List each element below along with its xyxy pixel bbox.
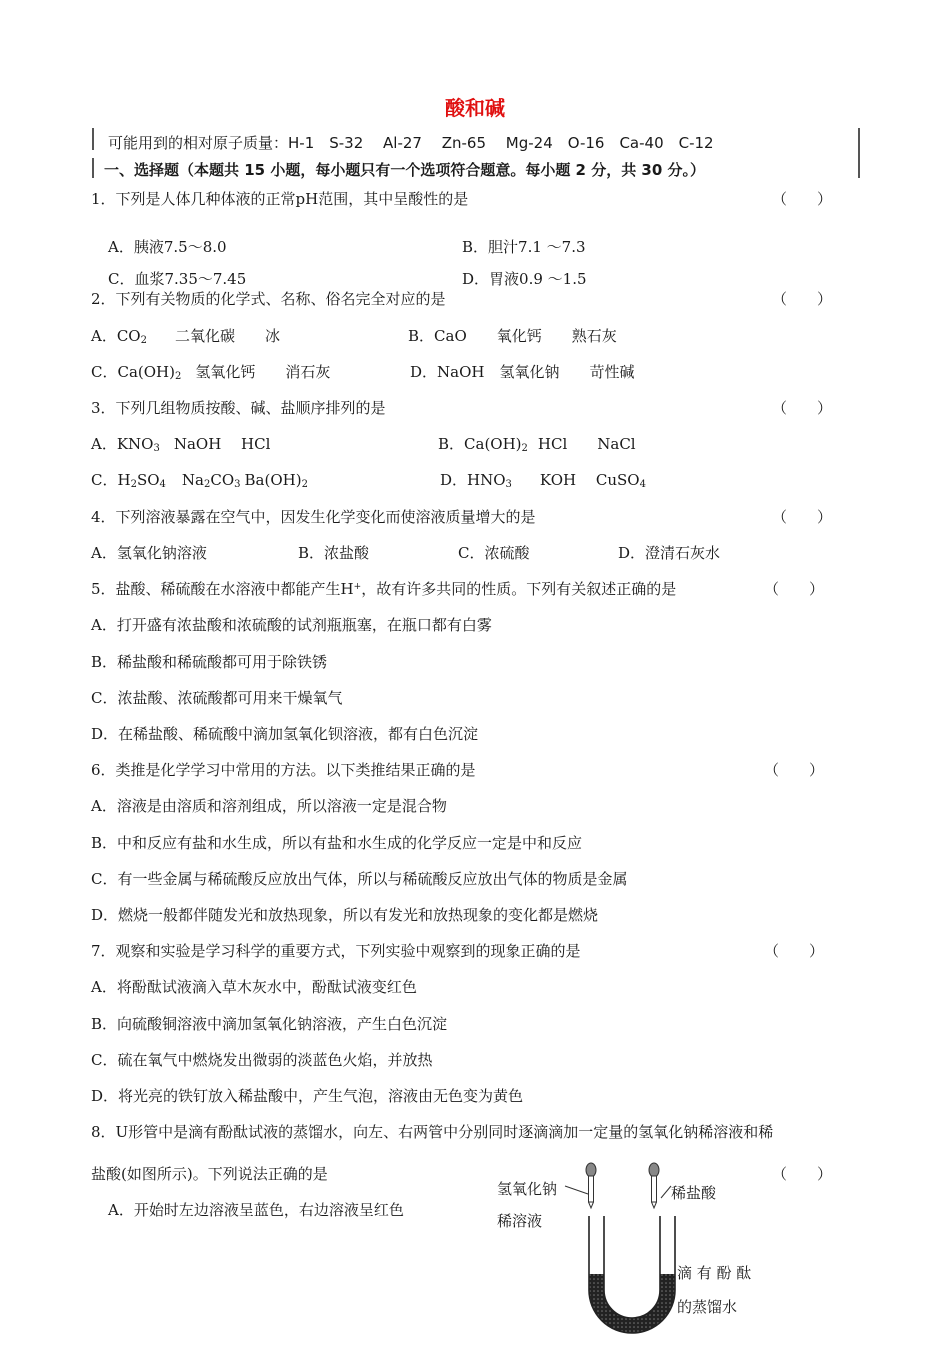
q2-stem: 2．下列有关物质的化学式、名称、俗名完全对应的是 xyxy=(91,290,446,308)
q3-b-1: B．Ca(OH) xyxy=(438,435,522,453)
q3-c-4-sub: 3 xyxy=(234,479,241,490)
q3-c-2-sub: 4 xyxy=(159,479,166,490)
section-bar xyxy=(92,158,94,178)
q4-option-a: A．氢氧化钠溶液 xyxy=(91,544,207,562)
q7-option-c: C．硫在氧气中燃烧发出微弱的淡蓝色火焰，并放热 xyxy=(91,1051,433,1069)
liquid-fill xyxy=(589,1274,675,1333)
q5-stem-1: 5．盐酸、稀硫酸在水溶液中都能产生H xyxy=(91,580,354,598)
q6-option-c: C．有一些金属与稀硫酸反应放出气体，所以与稀硫酸反应放出气体的物质是金属 xyxy=(91,870,628,888)
section-heading: 一、选择题（本题共 15 小题，每小题只有一个选项符合题意。每小题 2 分，共 30 分。） xyxy=(104,161,706,179)
q7-option-b: B．向硫酸铜溶液中滴加氢氧化钠溶液，产生白色沉淀 xyxy=(91,1015,448,1033)
margin-bar-left xyxy=(92,128,94,150)
right-leader-line xyxy=(661,1186,671,1198)
q5-stem-sup: + xyxy=(353,582,362,592)
q6-option-d: D．燃烧一般都伴随发光和放热现象，所以有发光和放热现象的变化都是燃烧 xyxy=(91,906,599,924)
q8-stem-line1: 8．U形管中是滴有酚酞试液的蒸馏水，向左、右两管中分别同时逐滴滴加一定量的氢氧化钠稀溶液和稀 xyxy=(91,1123,774,1141)
q6-option-a: A．溶液是由溶质和溶剂组成，所以溶液一定是混合物 xyxy=(91,797,447,815)
q3-stem: 3．下列几组物质按酸、碱、盐顺序排列的是 xyxy=(91,399,386,417)
q2-a-rest: 二氧化碳 冰 xyxy=(174,327,280,345)
right-dropper-tube xyxy=(652,1176,657,1202)
right-dropper-tip xyxy=(652,1202,657,1208)
q3-d-1-sub: 3 xyxy=(505,479,512,490)
q3-c-2: SO xyxy=(136,471,160,489)
q4-option-d: D．澄清石灰水 xyxy=(618,544,721,562)
q7-option-d: D．将光亮的铁钉放入稀盐酸中，产生气泡，溶液由无色变为黄色 xyxy=(91,1087,524,1105)
label-dilute-hcl: 稀盐酸 xyxy=(671,1184,717,1202)
q5-option-c: C．浓盐酸、浓硫酸都可用来干燥氧气 xyxy=(91,689,343,707)
left-dropper-tip xyxy=(589,1202,594,1208)
q5-option-a: A．打开盛有浓盐酸和浓硫酸的试剂瓶瓶塞，在瓶口都有白雾 xyxy=(91,616,492,634)
q1-answer-paren: （ ） xyxy=(772,190,833,208)
q4-option-c: C．浓硫酸 xyxy=(458,544,530,562)
q2-c-sub: 2 xyxy=(174,371,182,382)
u-tube-inner xyxy=(604,1216,660,1318)
q3-c-3-sub: 2 xyxy=(203,479,211,490)
q3-c-3: Na xyxy=(181,471,204,489)
label-phenolphthalein: 滴 有 酚 酞 xyxy=(677,1264,752,1282)
q3-b-1-sub: 2 xyxy=(521,443,528,454)
q4-option-b: B．浓盐酸 xyxy=(298,544,370,562)
left-leader-line xyxy=(565,1186,588,1194)
q3-d-2-sub: 4 xyxy=(639,479,646,490)
q3-b-2: HCl NaCl xyxy=(537,435,636,453)
q4-stem: 4．下列溶液暴露在空气中，因发生化学变化而使溶液质量增大的是 xyxy=(91,508,536,526)
page-title: 酸和碱 xyxy=(445,96,505,120)
q3-option-d xyxy=(440,469,646,490)
q5-option-b: B．稀盐酸和稀硫酸都可用于除铁锈 xyxy=(91,653,328,671)
q7-stem: 7．观察和实验是学习科学的重要方式，下列实验中观察到的现象正确的是 xyxy=(91,942,581,960)
q5-option-d: D．在稀盐酸、稀硫酸中滴加氢氧化钡溶液，都有白色沉淀 xyxy=(91,725,479,743)
q2-a-sub: 2 xyxy=(140,335,147,346)
q2-c-formula: C．Ca(OH) xyxy=(91,363,175,381)
q3-a-1-sub: 3 xyxy=(153,443,160,454)
q2-option-d: D．NaOH 氢氧化钠 苛性碱 xyxy=(410,363,635,381)
q3-c-5-sub: 2 xyxy=(301,479,308,490)
left-dropper-tube xyxy=(589,1176,594,1202)
q2-answer-paren: （ ） xyxy=(772,290,833,308)
q6-answer-paren: （ ） xyxy=(764,761,825,779)
q1-option-c: C．血浆7.35～7.45 xyxy=(108,270,247,288)
q3-a-2: NaOH HCl xyxy=(173,435,271,453)
q1-stem: 1．下列是人体几种体液的正常pH范围，其中呈酸性的是 xyxy=(91,190,469,208)
left-dropper-bulb xyxy=(586,1163,596,1177)
q1-option-b: B．胆汁7.1 ～7.3 xyxy=(462,238,586,256)
q3-answer-paren: （ ） xyxy=(772,399,833,417)
q3-c-4: CO xyxy=(210,471,235,489)
q4-answer-paren: （ ） xyxy=(772,508,833,526)
q2-option-c xyxy=(91,361,330,382)
q8-stem-line2: 盐酸(如图所示)。下列说法正确的是 xyxy=(91,1165,328,1183)
q2-option-a xyxy=(91,325,280,346)
u-tube-figure xyxy=(485,1158,775,1344)
q7-answer-paren: （ ） xyxy=(764,942,825,960)
q8-answer-paren: （ ） xyxy=(772,1165,833,1183)
q3-option-a xyxy=(91,433,270,454)
q2-c-rest: 氢氧化钙 消石灰 xyxy=(195,363,331,381)
label-distilled-water: 的蒸馏水 xyxy=(677,1298,738,1316)
label-naoh: 氢氧化钠 xyxy=(497,1180,558,1198)
right-dropper-bulb xyxy=(649,1163,659,1177)
q8-option-a: A．开始时左边溶液呈蓝色，右边溶液呈红色 xyxy=(108,1201,404,1219)
margin-bar-right xyxy=(858,128,860,178)
q3-d-1: D．HNO xyxy=(440,471,506,489)
q3-c-1: C．H xyxy=(91,471,131,489)
q3-option-b xyxy=(438,433,636,454)
q7-option-a: A．将酚酞试液滴入草木灰水中，酚酞试液变红色 xyxy=(91,978,417,996)
label-dilute-solution: 稀溶液 xyxy=(497,1212,543,1230)
q5-stem xyxy=(91,578,676,599)
q6-option-b: B．中和反应有盐和水生成，所以有盐和水生成的化学反应一定是中和反应 xyxy=(91,834,583,852)
q3-c-1-sub: 2 xyxy=(130,479,137,490)
q2-option-b: B．CaO 氧化钙 熟石灰 xyxy=(408,327,617,345)
q1-option-d: D．胃液0.9 ～1.5 xyxy=(462,270,587,288)
q2-a-formula: A．CO xyxy=(91,327,141,345)
q3-d-2: KOH CuSO xyxy=(539,471,640,489)
q5-stem-2: ，故有许多共同的性质。下列有关叙述正确的是 xyxy=(361,580,677,598)
q3-option-c xyxy=(91,469,308,490)
q1-option-a: A．胰液7.5～8.0 xyxy=(108,238,227,256)
q5-answer-paren: （ ） xyxy=(764,580,825,598)
atomic-masses-line: 可能用到的相对原子质量：H-1 S-32 Al-27 Zn-65 Mg-24 O-16 Ca-40 C-12 xyxy=(108,134,714,152)
q3-a-1: A．KNO xyxy=(91,435,154,453)
q3-c-5: Ba(OH) xyxy=(244,471,302,489)
q6-stem: 6．类推是化学学习中常用的方法。以下类推结果正确的是 xyxy=(91,761,476,779)
